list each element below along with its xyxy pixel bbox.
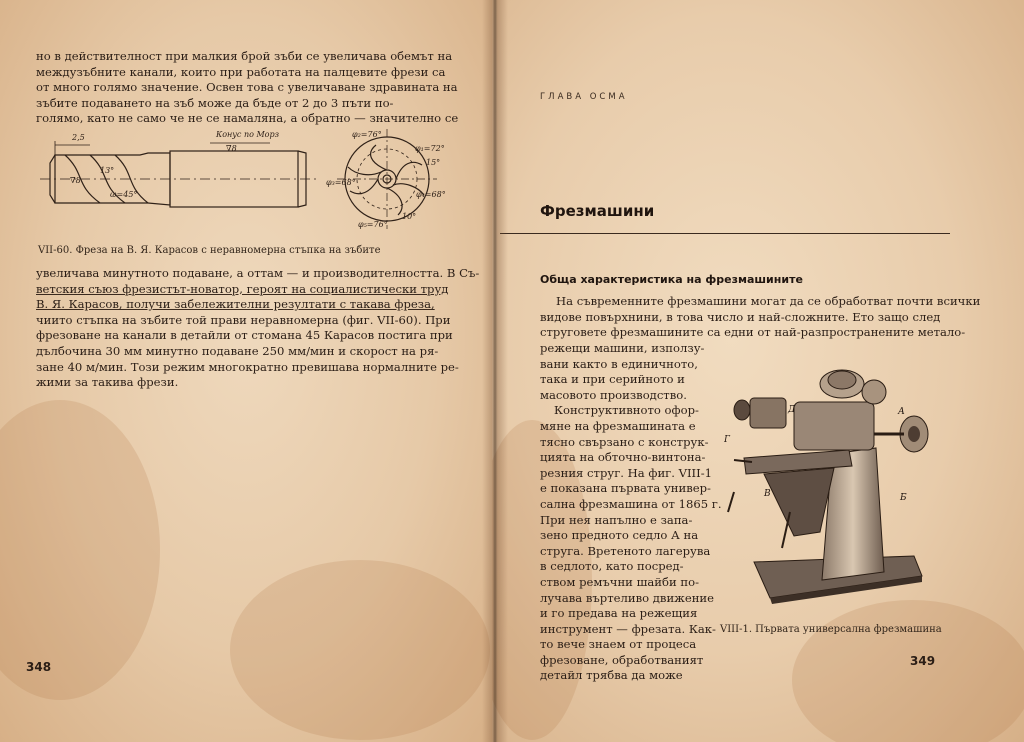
angle-label: φ₃=68° — [326, 178, 356, 187]
paragraph-bottom — [36, 266, 480, 391]
text-line: струга. Вретеното лагерува — [540, 543, 711, 558]
figure-caption: VIII-1. Първата универсална фрезмашина — [720, 624, 942, 635]
surface-label: ∇8 — [70, 176, 81, 185]
text-line: зено предното седло А на — [540, 528, 699, 543]
angle-label: ω=45° — [110, 190, 138, 199]
text-line: фрезоване на канали в детайли от стомана 45 Карасов постига при — [36, 328, 453, 343]
text-line: и го предава на режещия — [540, 606, 698, 621]
angle-label: φ₅=76° — [358, 220, 388, 229]
text-line: но в действителност при малкия брой зъби се увеличава обемът на — [36, 49, 453, 63]
section-title: Обща характеристика на фрезмашините — [540, 273, 803, 286]
right-page — [492, 0, 1024, 742]
label-a: А — [898, 407, 905, 417]
text-line: струговете фрезмашините са едни от най-разпространените метало- — [540, 325, 966, 340]
text-line: е показана първата универ- — [540, 481, 711, 496]
label-d: Д — [788, 405, 796, 415]
angle-label: φ₄=68° — [416, 190, 446, 199]
text-line: резния струг. На фиг. VIII-1 — [540, 465, 713, 480]
text-line: цията на обточно-винтона- — [540, 450, 706, 465]
paragraph-narrow — [540, 341, 722, 684]
divider — [500, 233, 950, 234]
text-line: дълбочина 30 мм минутно подаване 250 мм/мин и скорост на ря- — [36, 343, 439, 358]
label-b: Б — [900, 493, 907, 503]
text-line: то вече знаем от процеса — [540, 637, 697, 652]
label-v: В — [764, 489, 771, 499]
text-line: от много голямо значение. Освен това с увеличаване здравината на — [36, 80, 458, 95]
surface-label: ∇8 — [226, 144, 237, 153]
dim-label: 2,5 — [72, 133, 85, 142]
chapter-title: Фрезмашини — [540, 202, 655, 220]
figure-caption: VII-60. Фреза на В. Я. Карасов с неравномерна стъпка на зъбите — [38, 245, 381, 256]
text-line: чиито стъпка на зъбите той прави неравномерна (фиг. VII-60). При — [36, 312, 451, 327]
text-line: зъбите подаването на зъб може да бъде от 2 до 3 пъти по- — [36, 95, 394, 110]
text-line: сална фрезмашина от 1865 г. — [540, 496, 722, 511]
text-line: тясно свързано с конструк- — [540, 434, 709, 449]
angle-label: φ₁=72° — [415, 144, 445, 153]
angle-label: φ₂=76° — [352, 130, 382, 139]
text-line: режещи машини, използу- — [540, 341, 705, 355]
text-line: междузъбните канали, които при работата на палцевите фрези са — [36, 64, 446, 79]
text-line: жими за такива фрези. — [36, 375, 179, 390]
label-g: Г — [724, 435, 730, 445]
cone-label: Конус по Морз — [216, 130, 279, 139]
text-line: увеличава минутното подаване, а оттам — и производителността. В Съ- — [36, 266, 480, 280]
text-line: В. Я. Карасов, получи забележителни резултати с такава фреза, — [36, 297, 435, 312]
angle-label: 13° — [100, 166, 115, 175]
angle-label: 15° — [426, 158, 441, 167]
text-line: ством ремъчни шайби по- — [540, 574, 700, 589]
text-line: Конструктивното офор- — [554, 403, 699, 418]
text-line: видове повърхнини, в това число и най-сложните. Ето защо след — [540, 309, 941, 324]
text-line: фрезоване, обработваният — [540, 652, 704, 667]
paragraph-wide — [540, 294, 981, 341]
text-line: вани както в единичното, — [540, 356, 698, 371]
page-number: 348 — [26, 660, 52, 674]
text-line: масовото производство. — [540, 387, 687, 402]
angle-label: 10° — [402, 212, 417, 221]
text-line: При нея напълно е запа- — [540, 512, 693, 527]
cutter-drawing — [30, 123, 450, 233]
left-page — [0, 0, 492, 742]
paragraph-top — [36, 49, 459, 127]
book-gutter — [482, 0, 508, 742]
text-line: лучава въртеливо движение — [540, 590, 715, 605]
text-line: в седлото, като посред- — [540, 559, 684, 574]
milling-machine-illustration — [724, 362, 944, 607]
text-line: така и при серийното и — [540, 372, 685, 387]
text-line: На съвременните фрезмашини могат да се обработват почти всички — [556, 294, 981, 308]
text-line: детайл трябва да може — [540, 668, 683, 683]
text-line: мяне на фрезмашината е — [540, 418, 696, 433]
page-number: 349 — [910, 654, 936, 668]
chapter-heading: ГЛАВА ОСМА — [540, 92, 628, 102]
text-line: ветския съюз фрезистът-новатор, героят на социалистически труд — [36, 281, 449, 296]
text-line: зане 40 м/мин. Този режим многократно превишава нормалните ре- — [36, 359, 459, 374]
text-line: инструмент — фрезата. Как- — [540, 621, 716, 636]
text-line: голямо, като не само че не се намаляна, а обратно — значително се — [36, 111, 459, 126]
